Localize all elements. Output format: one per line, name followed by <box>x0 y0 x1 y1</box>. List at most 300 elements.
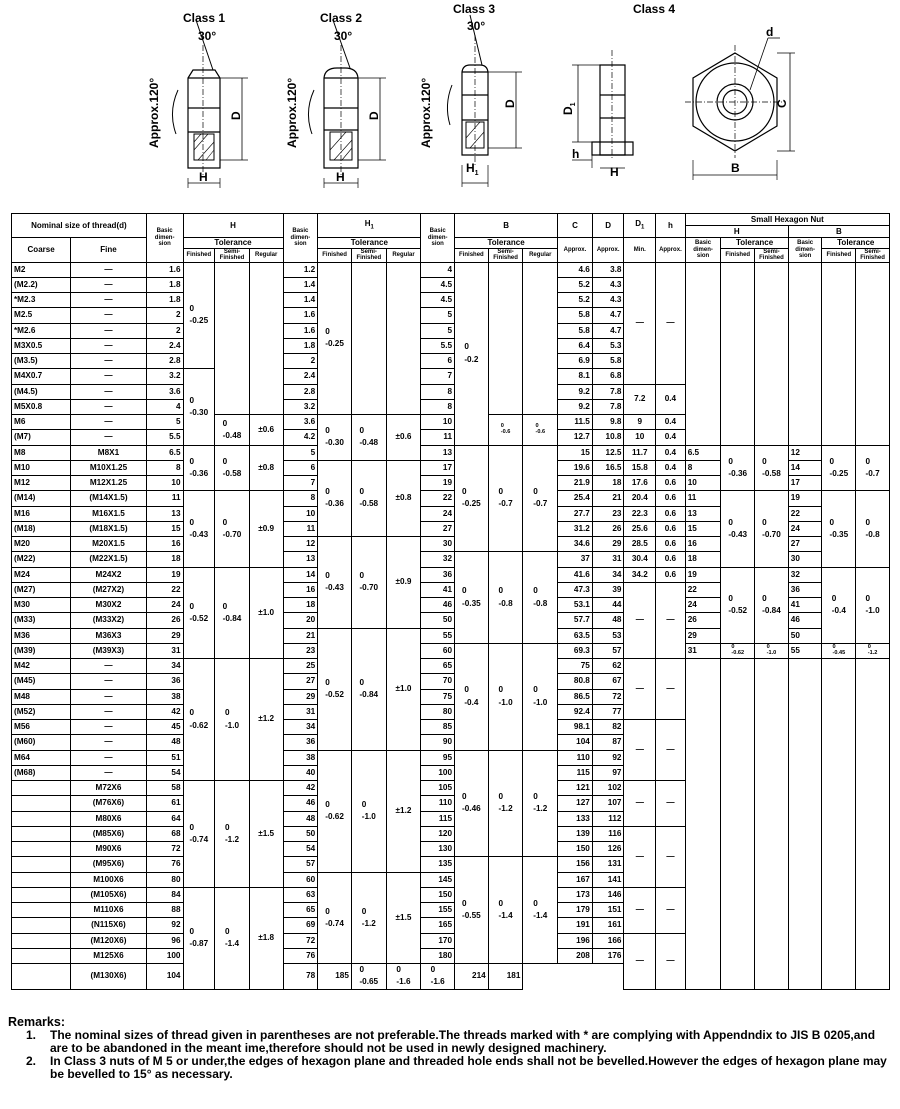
coarse-size: *M2.3 <box>12 293 71 308</box>
b-tol-semi <box>488 445 523 552</box>
b-basic: 155 <box>421 903 455 918</box>
upper-deviation: 0 <box>430 965 436 975</box>
fine-size: (M85X6) <box>71 826 147 841</box>
tolerance-value <box>533 486 547 511</box>
h1-tol-semi <box>351 415 386 461</box>
small-h-basic: 18 <box>685 552 721 567</box>
small-h-basic: 22 <box>685 582 721 597</box>
c-approx: 196 <box>558 933 593 948</box>
small-b-tol-semi <box>856 643 890 658</box>
lower-deviation: -0.74 <box>189 834 209 844</box>
fine-size: — <box>71 735 147 750</box>
c-approx: 214 <box>455 964 489 990</box>
small-h-tol-finished <box>721 567 755 643</box>
dim-H-2: H <box>336 170 345 184</box>
d-approx: 57 <box>592 643 624 658</box>
tolerance-value <box>866 517 880 542</box>
header-small-hex: Small Hexagon Nut <box>685 214 889 226</box>
c-approx: 104 <box>558 735 593 750</box>
c-approx: 34.6 <box>558 537 593 552</box>
upper-deviation: 0 <box>189 456 195 466</box>
c-approx: 115 <box>558 765 593 780</box>
header-H-tolerance: Tolerance <box>183 238 283 249</box>
c-approx: 37 <box>558 552 593 567</box>
lower-deviation: -0.2 <box>464 354 479 364</box>
header-small-H-finished: Finished <box>721 249 755 263</box>
lower-deviation: -1.4 <box>224 939 240 949</box>
remarks <box>8 1016 888 1081</box>
upper-deviation: 0 <box>325 906 330 916</box>
h1-basic: 6 <box>283 460 318 475</box>
h-tol-semi <box>215 415 250 446</box>
d1-min: 34.2 <box>624 567 656 582</box>
upper-deviation: 0 <box>533 685 538 695</box>
h-tol-regular: ±0.8 <box>249 445 283 491</box>
dim-B-4: B <box>731 161 740 175</box>
header-H-regular: Regular <box>249 249 283 263</box>
d-approx: 92 <box>592 750 624 765</box>
h-basic: 51 <box>146 750 183 765</box>
h1-tol-finished <box>318 750 352 872</box>
upper-deviation: 0 <box>325 327 330 337</box>
coarse-size: M2 <box>12 262 71 277</box>
coarse-size: (M18) <box>12 521 71 536</box>
fine-size: — <box>71 293 147 308</box>
small-hex-blank <box>685 659 721 990</box>
lower-deviation: -0.8 <box>498 598 513 608</box>
b-tol-finished <box>455 262 489 445</box>
d-approx: 6.8 <box>592 369 624 384</box>
d-approx: 141 <box>592 872 624 887</box>
d1-min: — <box>624 720 656 781</box>
approx-label-1: Approx.120° <box>147 77 161 148</box>
small-hex-blank <box>788 659 822 990</box>
c-approx: 4.6 <box>558 262 593 277</box>
upper-deviation: 0 <box>762 517 767 527</box>
h-tol-semi-blank <box>215 262 250 415</box>
small-h-tol-semi <box>755 491 789 567</box>
c-approx: 167 <box>558 872 593 887</box>
coarse-size: (M3.5) <box>12 354 71 369</box>
small-hex-blank <box>685 262 721 445</box>
b-basic: 19 <box>421 476 455 491</box>
fine-size: (M39X3) <box>71 643 147 658</box>
upper-deviation: 0 <box>533 898 538 908</box>
header-D-approx: Approx. <box>592 238 624 263</box>
angle-label-2: 30° <box>334 29 353 43</box>
b-basic: 70 <box>421 674 455 689</box>
h-basic: 3.2 <box>146 369 183 384</box>
h-approx: — <box>656 781 686 827</box>
class4-side-drawing <box>572 50 633 168</box>
d-approx: 9.8 <box>592 415 624 430</box>
b-tol-semi <box>386 964 421 990</box>
tolerance-value <box>464 341 478 366</box>
b-basic: 27 <box>421 521 455 536</box>
fine-size: — <box>71 384 147 399</box>
c-approx: 5.8 <box>558 308 593 323</box>
header-small-b-basic: Basic dimen-sion <box>788 238 822 263</box>
h1-tol-regular-blank <box>386 262 421 415</box>
c-approx: 86.5 <box>558 689 593 704</box>
h1-tol-finished <box>318 262 352 415</box>
coarse-size <box>12 781 71 796</box>
tolerance-value <box>189 707 208 732</box>
lower-deviation: -1.0 <box>865 606 880 616</box>
coarse-size: (M14) <box>12 491 71 506</box>
h-approx: 0.6 <box>656 567 686 582</box>
upper-deviation: 0 <box>865 517 871 527</box>
header-h: h <box>656 214 686 238</box>
coarse-size <box>12 857 71 872</box>
small-b-basic: 12 <box>788 445 822 460</box>
header-C-approx: Approx. <box>558 238 593 263</box>
c-approx: 191 <box>558 918 593 933</box>
h-tol-regular-blank <box>249 262 283 415</box>
d-approx: 31 <box>592 552 624 567</box>
coarse-size: M24 <box>12 567 71 582</box>
upper-deviation: 0 <box>832 644 836 651</box>
tolerance-value <box>325 799 344 824</box>
dim-H-4: H <box>610 165 619 179</box>
h-basic: 1.6 <box>146 262 183 277</box>
table-row <box>12 643 890 658</box>
lower-deviation: -0.52 <box>325 690 344 700</box>
class4-label: Class 4 <box>633 2 676 16</box>
b-basic: 60 <box>421 643 455 658</box>
b-basic: 11 <box>421 430 455 445</box>
h-approx: 0.6 <box>656 476 686 491</box>
h-basic: 22 <box>146 582 183 597</box>
tolerance-value <box>225 822 239 847</box>
tolerance-value <box>225 707 239 732</box>
b-basic: 8 <box>421 399 455 414</box>
b-basic: 135 <box>421 857 455 872</box>
lower-deviation: -1.2 <box>224 834 240 844</box>
tolerance-value <box>762 456 781 481</box>
h1-tol-semi <box>351 750 386 872</box>
lower-deviation: -1.0 <box>498 697 513 707</box>
h-basic: 84 <box>146 887 183 902</box>
small-b-basic: 36 <box>788 582 822 597</box>
c-approx: 9.2 <box>558 384 593 399</box>
h1-basic: 23 <box>283 643 318 658</box>
h-basic: 38 <box>146 689 183 704</box>
h1-basic: 12 <box>283 537 318 552</box>
h1-tol-regular: ±1.5 <box>386 872 421 964</box>
tolerance-value <box>866 456 880 481</box>
small-hex-blank <box>856 262 890 445</box>
c-approx: 31.2 <box>558 521 593 536</box>
h1-tol-regular: ±1.0 <box>386 628 421 750</box>
d-approx: 18 <box>592 476 624 491</box>
tolerance-value <box>359 570 378 595</box>
h-tol-finished <box>183 887 215 989</box>
h-basic: 24 <box>146 598 183 613</box>
tolerance-value <box>225 926 239 951</box>
h-basic: 92 <box>146 918 183 933</box>
d1-min: — <box>624 582 656 658</box>
coarse-size <box>12 887 71 902</box>
d-approx: 146 <box>592 887 624 902</box>
coarse-size: (M27) <box>12 582 71 597</box>
dim-C-4: C <box>775 99 789 108</box>
h1-basic: 50 <box>283 826 318 841</box>
upper-deviation: 0 <box>766 644 770 651</box>
coarse-size <box>12 842 71 857</box>
upper-deviation: 0 <box>325 677 330 687</box>
small-hex-blank <box>822 262 856 445</box>
h1-basic: 1.4 <box>283 277 318 292</box>
d1-min: 11.7 <box>624 445 656 460</box>
tolerance-value <box>501 424 511 436</box>
fine-size: (M18X1.5) <box>71 521 147 536</box>
coarse-size: M5X0.8 <box>12 399 71 414</box>
h1-tol-semi <box>351 872 386 964</box>
h1-tol-regular: ±0.9 <box>386 537 421 629</box>
fine-size: — <box>71 430 147 445</box>
h-tol-finished <box>183 781 215 888</box>
d-approx: 5.8 <box>592 354 624 369</box>
small-h-basic: 15 <box>685 521 721 536</box>
b-tol-semi <box>488 750 523 857</box>
b-basic: 32 <box>421 552 455 567</box>
h-approx: 0.4 <box>656 445 686 460</box>
c-approx: 57.7 <box>558 613 593 628</box>
c-approx: 53.1 <box>558 598 593 613</box>
d-approx: 48 <box>592 613 624 628</box>
table-row <box>12 659 890 674</box>
b-basic: 5 <box>421 323 455 338</box>
fine-size: (M105X6) <box>71 887 147 902</box>
d-approx: 44 <box>592 598 624 613</box>
h-basic: 29 <box>146 628 183 643</box>
small-h-basic: 19 <box>685 567 721 582</box>
header-h-basic: Basic dimen-sion <box>146 214 183 263</box>
h1-basic: 7 <box>283 476 318 491</box>
b-basic: 17 <box>421 460 455 475</box>
coarse-size <box>12 872 71 887</box>
upper-deviation: 0 <box>464 685 469 695</box>
upper-deviation: 0 <box>831 593 837 603</box>
h-tol-regular: ±1.0 <box>249 567 283 659</box>
d-approx: 23 <box>592 506 624 521</box>
h-basic: 104 <box>146 964 183 990</box>
h-basic: 58 <box>146 781 183 796</box>
small-h-basic: 16 <box>685 537 721 552</box>
tolerance-value <box>189 456 208 481</box>
h-approx: 0.4 <box>656 460 686 475</box>
fine-size: M16X1.5 <box>71 506 147 521</box>
d-approx: 67 <box>592 674 624 689</box>
b-tol-regular <box>523 445 558 552</box>
h-approx: — <box>656 582 686 658</box>
tolerance-value <box>189 601 208 626</box>
h-basic: 19 <box>146 567 183 582</box>
coarse-size: M64 <box>12 750 71 765</box>
lower-deviation: -0.70 <box>359 583 379 593</box>
fine-size: (M33X2) <box>71 613 147 628</box>
lower-deviation: -0.62 <box>731 649 745 656</box>
lower-deviation: -0.25 <box>189 316 209 326</box>
header-H1: $H_1$ <box>318 214 421 238</box>
tolerance-value <box>325 486 344 511</box>
tolerance-value <box>223 418 242 443</box>
fine-size: M12X1.25 <box>71 476 147 491</box>
lower-deviation: -0.84 <box>762 606 781 616</box>
header-small-B: B <box>788 226 889 238</box>
h-tol-finished <box>183 491 215 567</box>
tolerance-value <box>359 677 378 702</box>
tolerance-value <box>535 424 545 436</box>
b-basic: 120 <box>421 826 455 841</box>
coarse-size: M42 <box>12 659 71 674</box>
d1-min: 10 <box>624 430 656 445</box>
upper-deviation: 0 <box>498 586 504 596</box>
h-basic: 36 <box>146 674 183 689</box>
lower-deviation: -1.2 <box>867 649 878 656</box>
h-approx: 0.6 <box>656 521 686 536</box>
dim-D1-4: $D_1$ <box>561 102 577 115</box>
lower-deviation: -0.52 <box>189 613 209 623</box>
h-tol-regular: ±1.8 <box>249 887 283 989</box>
d-approx: 87 <box>592 735 624 750</box>
header-small-B-tolerance: Tolerance <box>822 238 890 249</box>
fine-size: M30X2 <box>71 598 147 613</box>
lower-deviation: -0.55 <box>462 911 481 921</box>
h-basic: 16 <box>146 537 183 552</box>
header-fine: Fine <box>71 238 147 263</box>
h1-basic: 57 <box>283 857 318 872</box>
tolerance-value <box>223 517 242 542</box>
lower-deviation: -0.48 <box>222 430 242 440</box>
b-basic: 4 <box>421 262 455 277</box>
coarse-size: M12 <box>12 476 71 491</box>
lower-deviation: -0.35 <box>462 598 481 608</box>
fine-size: — <box>71 262 147 277</box>
tolerance-value <box>359 964 378 989</box>
header-B-tolerance: Tolerance <box>455 238 558 249</box>
tolerance-value <box>762 593 781 618</box>
small-b-tol-finished <box>822 491 856 567</box>
b-basic: 36 <box>421 567 455 582</box>
d-approx: 3.8 <box>592 262 624 277</box>
small-b-basic: 19 <box>788 491 822 506</box>
h-basic: 1.8 <box>146 293 183 308</box>
c-approx: 21.9 <box>558 476 593 491</box>
d1-min: 20.4 <box>624 491 656 506</box>
lower-deviation: -0.36 <box>728 468 748 478</box>
small-h-tol-finished <box>721 491 755 567</box>
small-h-basic: 26 <box>685 613 721 628</box>
nut-dimensions-table <box>11 213 890 990</box>
tolerance-value <box>325 326 344 351</box>
d1-min: — <box>624 659 656 720</box>
lower-deviation: -0.58 <box>762 468 781 478</box>
d-approx: 166 <box>592 933 624 948</box>
d1-min: 17.6 <box>624 476 656 491</box>
upper-deviation: 0 <box>731 644 735 651</box>
c-approx: 208 <box>558 948 593 963</box>
coarse-size: (M2.2) <box>12 277 71 292</box>
header-D1-min: Min. <box>624 238 656 263</box>
d1-min: 25.6 <box>624 521 656 536</box>
header-D1: $D_1$ <box>624 214 656 238</box>
upper-deviation: 0 <box>728 456 733 466</box>
h1-basic: 36 <box>283 735 318 750</box>
lower-deviation: -0.30 <box>189 407 209 417</box>
coarse-size: (M39) <box>12 643 71 658</box>
d-approx: 4.7 <box>592 323 624 338</box>
dim-D-2: D <box>367 111 381 120</box>
small-hex-blank <box>721 659 755 990</box>
d-approx: 176 <box>592 948 624 963</box>
h1-tol-regular: ±0.8 <box>386 460 421 536</box>
c-approx: 15 <box>558 445 593 460</box>
d-approx: 12.5 <box>592 445 624 460</box>
h1-basic: 1.2 <box>283 262 318 277</box>
d1-min: — <box>624 262 656 384</box>
fine-size: M20X1.5 <box>71 537 147 552</box>
lower-deviation: -0.70 <box>222 529 242 539</box>
small-b-basic: 27 <box>788 537 822 552</box>
h1-basic: 76 <box>283 948 318 963</box>
small-hex-blank <box>721 262 755 445</box>
lower-deviation: -0.25 <box>829 468 849 478</box>
h1-basic: 13 <box>283 552 318 567</box>
lower-deviation: -0.36 <box>189 468 209 478</box>
small-h-tol-semi <box>755 567 789 643</box>
lower-deviation: -0.35 <box>829 529 849 539</box>
small-b-tol-semi <box>856 567 890 643</box>
upper-deviation: 0 <box>359 677 364 687</box>
h1-basic: 34 <box>283 720 318 735</box>
upper-deviation: 0 <box>533 586 538 596</box>
upper-deviation: 0 <box>533 792 538 802</box>
h-basic: 10 <box>146 476 183 491</box>
h-basic: 72 <box>146 842 183 857</box>
upper-deviation: 0 <box>498 792 504 802</box>
d-approx: 7.8 <box>592 384 624 399</box>
upper-deviation: 0 <box>224 822 230 832</box>
lower-deviation: -0.84 <box>359 690 379 700</box>
c-approx: 5.2 <box>558 277 593 292</box>
lower-deviation: -0.52 <box>728 606 748 616</box>
c-approx: 133 <box>558 811 593 826</box>
c-approx: 41.6 <box>558 567 593 582</box>
tolerance-value <box>189 517 208 542</box>
c-approx: 156 <box>558 857 593 872</box>
h-basic: 42 <box>146 704 183 719</box>
small-b-tol-semi <box>856 491 890 567</box>
tolerance-value <box>767 645 777 657</box>
c-approx: 173 <box>558 887 593 902</box>
d-approx: 26 <box>592 521 624 536</box>
fine-size: M24X2 <box>71 567 147 582</box>
h-approx: — <box>656 826 686 887</box>
d1-min: 22.3 <box>624 506 656 521</box>
fine-size: — <box>71 369 147 384</box>
b-basic: 180 <box>421 948 455 963</box>
c-approx: 179 <box>558 903 593 918</box>
b-basic: 6 <box>421 354 455 369</box>
tolerance-value <box>325 570 344 595</box>
coarse-size: (M22) <box>12 552 71 567</box>
lower-deviation: -0.6 <box>500 428 511 435</box>
upper-deviation: 0 <box>224 926 230 936</box>
b-basic: 4.5 <box>421 293 455 308</box>
c-approx: 139 <box>558 826 593 841</box>
